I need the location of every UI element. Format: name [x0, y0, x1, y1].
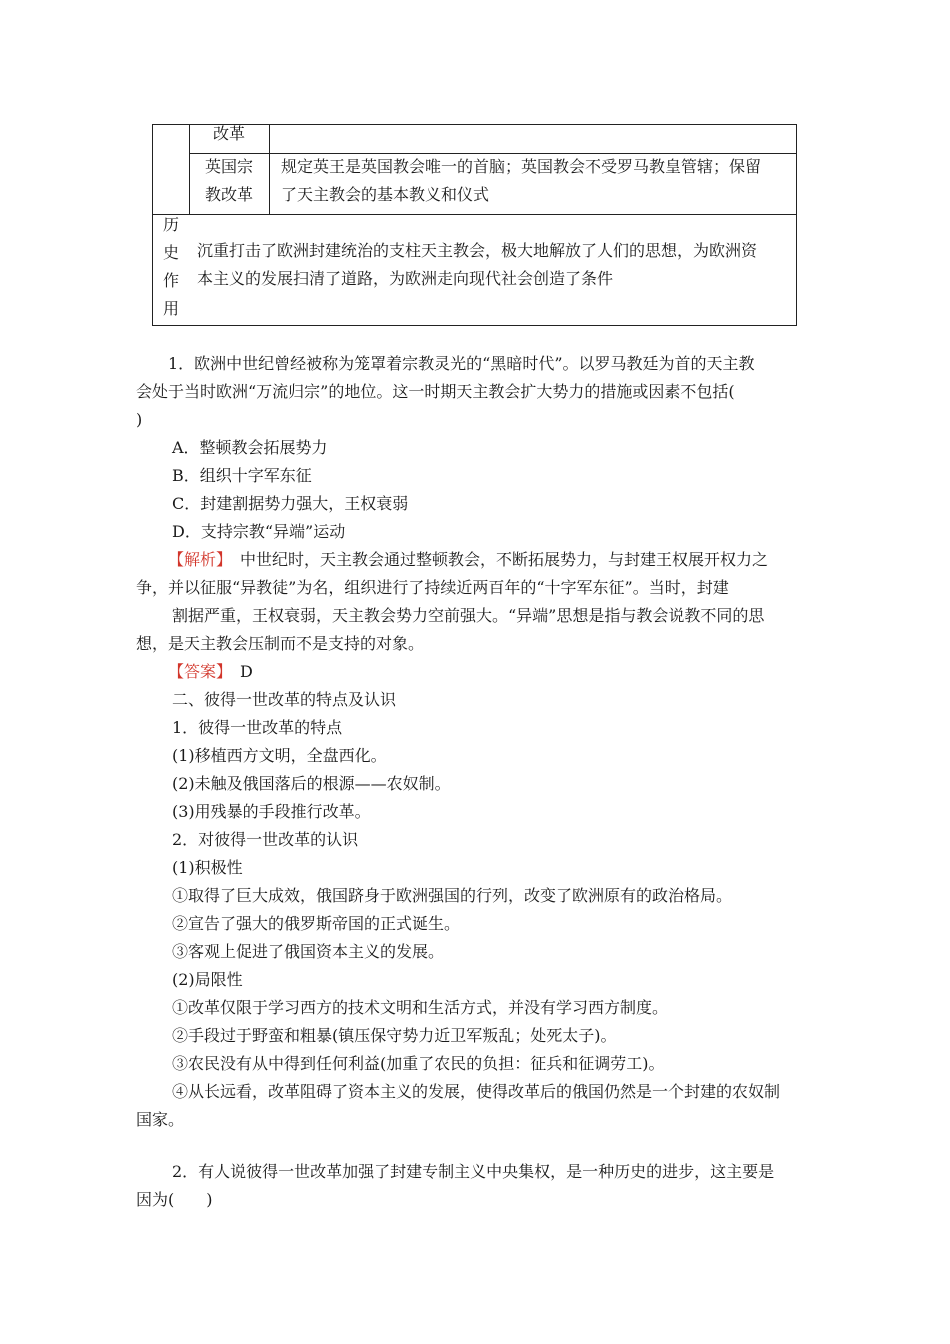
limit-1: ①改革仅限于学习西方的技术文明和生活方式，并没有学习西方制度。	[172, 998, 669, 1017]
summary-table	[152, 124, 797, 326]
row3-content-line1: 沉重打击了欧洲封建统治的支柱天主教会，极大地解放了人们的思想，为欧洲资	[197, 241, 758, 260]
row3-label-2: 史	[163, 243, 180, 262]
feature-3: (3)用残暴的手段推行改革。	[172, 802, 371, 821]
analysis-tag: 【解析】	[168, 550, 225, 569]
limit-3: ③农民没有从中得到任何利益(加重了农民的负担：征兵和征调劳工)。	[172, 1054, 665, 1073]
answer-value: D	[224, 662, 253, 681]
row3-label-4: 用	[163, 299, 180, 318]
q1-line1: 1．欧洲中世纪曾经被称为笼罩着宗教灵光的“黑暗时代”。以罗马教廷为首的天主教	[168, 354, 755, 373]
section2-sub1: 1．彼得一世改革的特点	[172, 718, 343, 737]
limit-2: ②手段过于野蛮和粗暴(镇压保守势力近卫军叛乱；处死太子)。	[172, 1026, 617, 1045]
table-divider	[153, 214, 797, 215]
row2-content-line1: 规定英王是英国教会唯一的首脑；英国教会不受罗马教皇管辖；保留	[281, 157, 762, 176]
q1-analysis-line2: 争，并以征服“异教徒”为名，组织进行了持续近两百年的“十字军东征”。当时，封建	[136, 578, 729, 597]
row3-content-line2: 本主义的发展扫清了道路，为欧洲走向现代社会创造了条件	[197, 269, 614, 288]
q1-analysis-line1	[168, 546, 850, 574]
positive-3: ③客观上促进了俄国资本主义的发展。	[172, 942, 445, 961]
positive-title: (1)积极性	[172, 858, 243, 877]
row2-label-line1: 英国宗	[205, 157, 254, 176]
limit-4-line1: ④从长远看，改革阻碍了资本主义的发展，使得改革后的俄国仍然是一个封建的农奴制	[172, 1082, 781, 1101]
feature-2: (2)未触及俄国落后的根源——农奴制。	[172, 774, 451, 793]
row2-content-line2: 了天主教会的基本教义和仪式	[281, 185, 490, 204]
limit-4-line2: 国家。	[136, 1110, 185, 1129]
q1-option-c: C．封建割据势力强大，王权衰弱	[172, 494, 409, 513]
q1-option-a: A．整顿教会拓展势力	[172, 438, 328, 457]
answer-tag: 【答案】	[168, 662, 225, 681]
q1-option-b: B．组织十字军东征	[172, 466, 312, 485]
row3-label-1: 历	[163, 215, 180, 234]
section2-sub2: 2．对彼得一世改革的认识	[172, 830, 359, 849]
positive-2: ②宣告了强大的俄罗斯帝国的正式诞生。	[172, 914, 461, 933]
row3-label-3: 作	[163, 271, 180, 290]
q1-analysis-line3: 割据严重，王权衰弱，天主教会势力空前强大。“异端”思想是指与教会说教不同的思	[172, 606, 765, 625]
row1-label: 改革	[213, 124, 246, 143]
row2-label-line2: 教改革	[205, 185, 254, 204]
q2-line1: 2．有人说彼得一世改革加强了封建专制主义中央集权，是一种历史的进步，这主要是	[172, 1162, 775, 1181]
q2-line2: 因为( )	[136, 1190, 213, 1209]
positive-1: ①取得了巨大成效，俄国跻身于欧洲强国的行列，改变了欧洲原有的政治格局。	[172, 886, 733, 905]
feature-1: (1)移植西方文明，全盘西化。	[172, 746, 387, 765]
section2-heading: 二、彼得一世改革的特点及认识	[172, 690, 397, 709]
table-divider	[189, 125, 190, 215]
q1-line3: )	[136, 410, 143, 429]
q1-analysis-line4: 想，是天主教会压制而不是支持的对象。	[136, 634, 425, 653]
limit-title: (2)局限性	[172, 970, 243, 989]
table-divider	[269, 125, 270, 215]
q1-option-d: D．支持宗教“异端”运动	[172, 522, 346, 541]
analysis-text: 中世纪时，天主教会通过整顿教会，不断拓展势力，与封建王权展开权力之	[224, 550, 769, 569]
q1-line2: 会处于当时欧洲“万流归宗”的地位。这一时期天主教会扩大势力的措施或因素不包括(	[136, 382, 735, 401]
q1-answer	[168, 658, 850, 686]
